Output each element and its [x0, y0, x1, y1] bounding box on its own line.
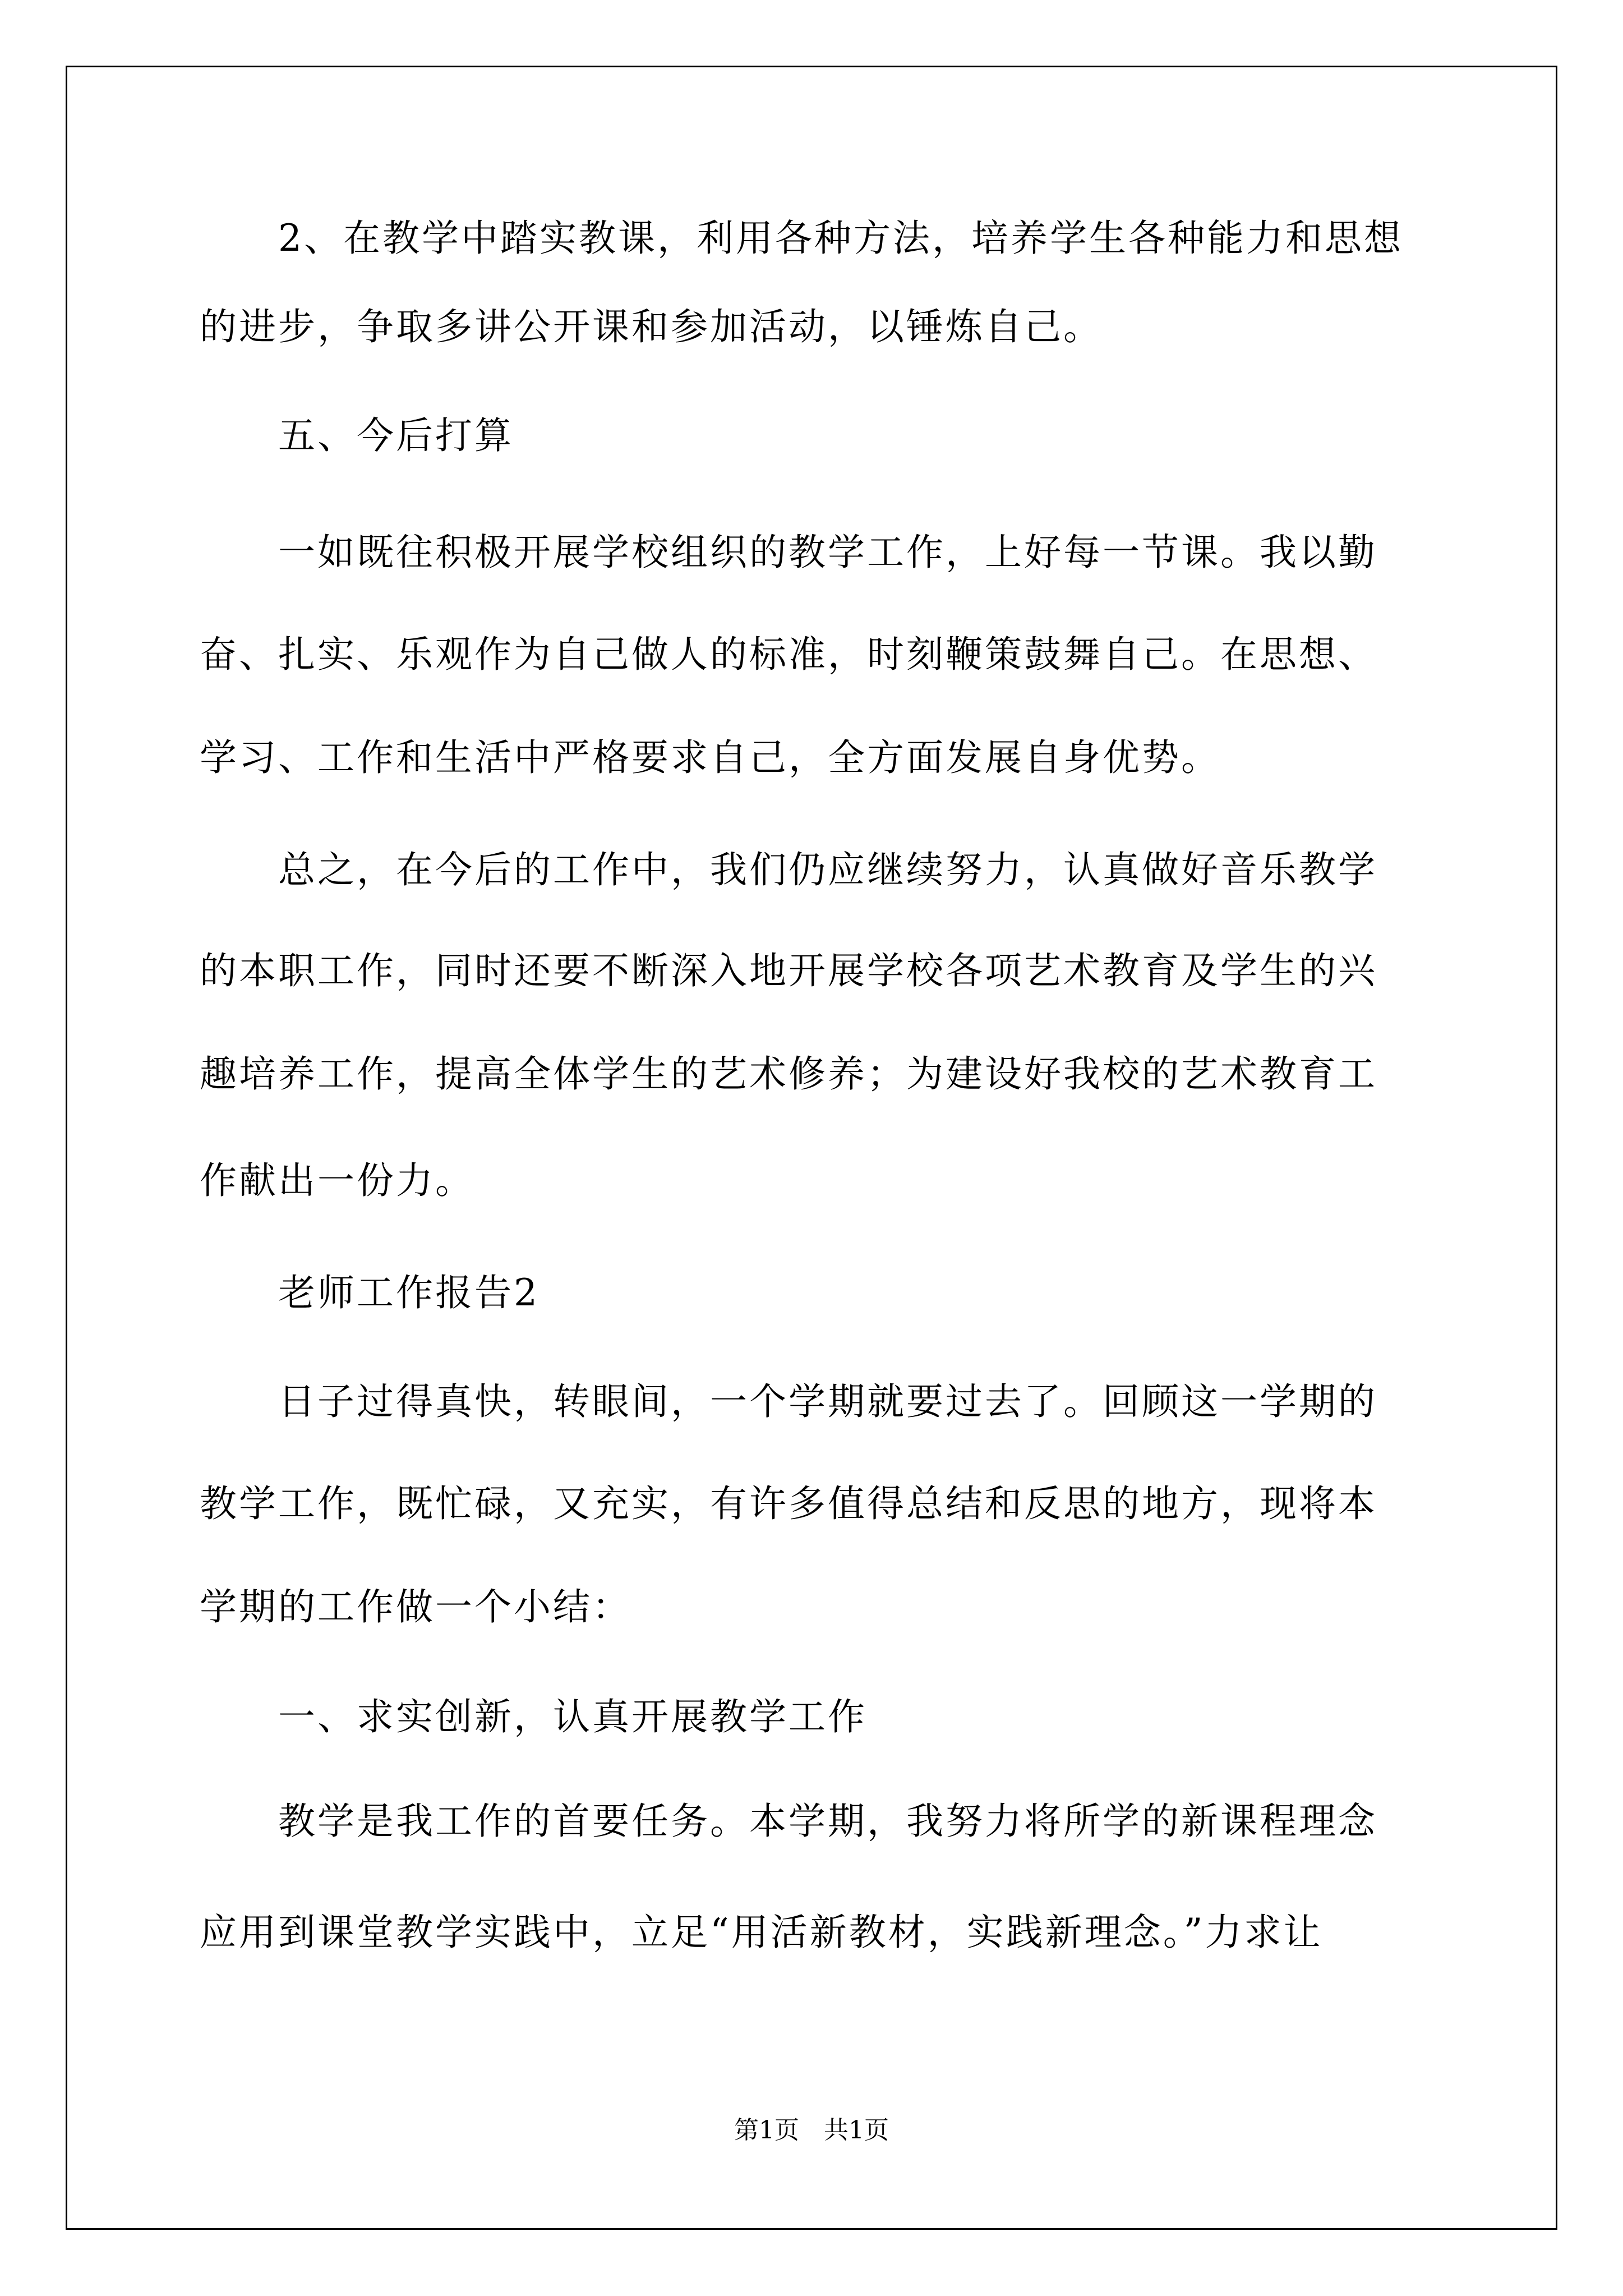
- text-line: 奋、扎实、乐观作为自己做人的标准，时刻鞭策鼓舞自己。在思想、: [200, 633, 1377, 676]
- text-line: 作献出一份力。: [200, 1159, 474, 1202]
- text-line: 应用到课堂教学实践中，立足“用活新教材，实践新理念。”力求让: [200, 1911, 1323, 1954]
- text-line: 趣培养工作，提高全体学生的艺术修养；为建设好我校的艺术教育工: [200, 1052, 1377, 1096]
- page-border: [66, 66, 1557, 2230]
- text-line: 教学是我工作的首要任务。本学期，我努力将所学的新课程理念: [200, 1800, 1377, 1843]
- text-line: 的进步，争取多讲公开课和参加活动，以锤炼自己。: [200, 305, 1103, 348]
- text-line: 一、求实创新，认真开展教学工作: [200, 1695, 867, 1738]
- page-number-footer: 第1页 共1页: [734, 2116, 889, 2145]
- text-line: 老师工作报告2: [200, 1271, 540, 1314]
- text-line: 的本职工作，同时还要不断深入地开展学校各项艺术教育及学生的兴: [200, 949, 1377, 992]
- text-line: 日子过得真快，转眼间，一个学期就要过去了。回顾这一学期的: [200, 1380, 1377, 1423]
- text-line: 教学工作，既忙碌，又充实，有许多值得总结和反思的地方，现将本: [200, 1482, 1377, 1525]
- text-line: 学期的工作做一个小结：: [200, 1585, 631, 1628]
- text-line: 总之，在今后的工作中，我们仍应继续努力，认真做好音乐教学: [200, 848, 1377, 891]
- text-line: 学习、工作和生活中严格要求自己，全方面发展自身优势。: [200, 736, 1220, 779]
- text-line: 一如既往积极开展学校组织的教学工作，上好每一节课。我以勤: [200, 531, 1377, 574]
- text-line: 2、在教学中踏实教课，利用各种方法，培养学生各种能力和思想: [200, 217, 1403, 260]
- text-line: 五、今后打算: [200, 414, 514, 457]
